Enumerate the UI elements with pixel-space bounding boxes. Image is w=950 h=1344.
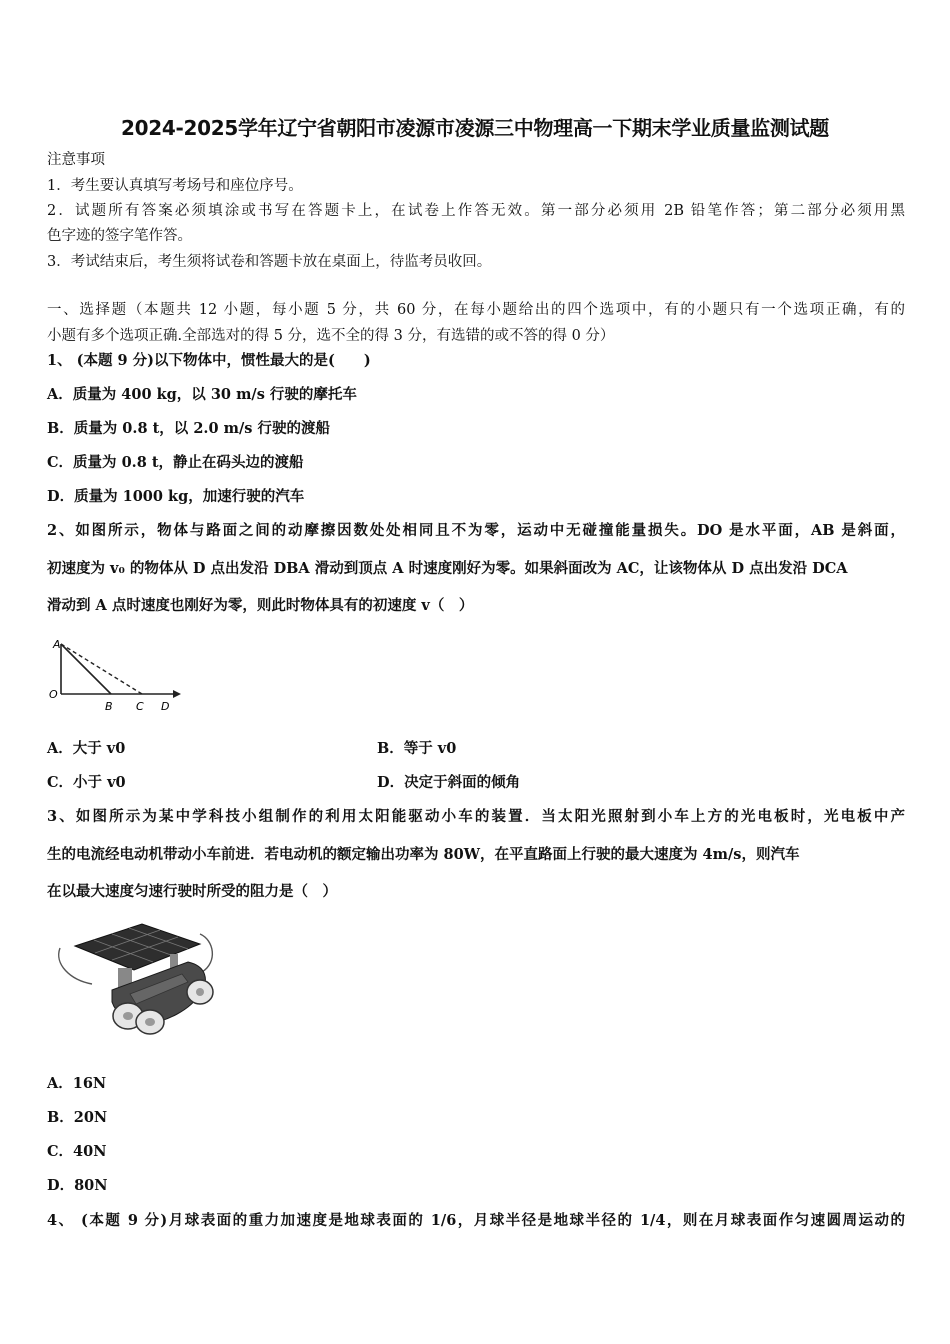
question-1-stem: 1、 (本题 9 分)以下物体中，惯性最大的是( ): [47, 352, 371, 369]
page-title: 2024-2025学年辽宁省朝阳市凌源市凌源三中物理高一下期末学业质量监测试题: [121, 116, 829, 140]
label-o: O: [49, 688, 58, 701]
question-4-stem: 4、 (本题 9 分)月球表面的重力加速度是地球表面的 1/6，月球半径是地球半径的 1/4，则在月球表面作匀速圆周运动的: [47, 1212, 905, 1229]
q2-option-d: D．决定于斜面的倾角: [377, 774, 521, 791]
incline-diagram: [45, 632, 185, 714]
question-2-stem: 2、如图所示，物体与路面之间的动摩擦因数处处相同且不为零，运动中无碰撞能量损失。DO 是水平面，AB 是斜面，: [47, 522, 905, 539]
label-d: D: [161, 700, 170, 713]
label-c: C: [136, 700, 144, 713]
q3-option-c: C．40N: [47, 1143, 107, 1160]
solar-car-picture: [50, 918, 225, 1040]
notice-heading: 注意事项: [47, 152, 105, 168]
notice-item: 色字迹的签字笔作答。: [47, 228, 192, 244]
notice-item: 2．试题所有答案必须填涂或书写在答题卡上，在试卷上作答无效。第一部分必须用 2B 铅笔作答；第二部分必须用黑: [47, 203, 905, 219]
section-instructions-cont: 小题有多个选项正确.全部选对的得 5 分，选不全的得 3 分，有选错的或不答的得 0 分）: [47, 328, 615, 344]
q3-option-a: A．16N: [47, 1075, 107, 1092]
q2-option-b: B．等于 v0: [377, 740, 457, 757]
question-3-stem: 3、如图所示为某中学科技小组制作的利用太阳能驱动小车的装置．当太阳光照射到小车上方的光电板时，光电板中产: [47, 808, 905, 825]
label-a: A: [53, 638, 61, 651]
q1-option-a: A．质量为 400 kg，以 30 m/s 行驶的摩托车: [47, 386, 357, 403]
question-3-stem-line2: 生的电流经电动机带动小车前进．若电动机的额定输出功率为 80W，在平直路面上行驶的最大速度为 4m/s，则汽车: [47, 846, 800, 863]
section-instructions: 一、选择题（本题共 12 小题，每小题 5 分，共 60 分，在每小题给出的四个选项中，有的小题只有一个选项正确，有的: [47, 302, 905, 318]
question-2-stem-line2: 初速度为 v₀ 的物体从 D 点出发沿 DBA 滑动到顶点 A 时速度刚好为零。如果斜面改为 AC，让该物体从 D 点出发沿 DCA: [47, 560, 848, 577]
notice-item: 1．考生要认真填写考场号和座位序号。: [47, 178, 303, 194]
q2-option-a: A．大于 v0: [47, 740, 126, 757]
q1-option-c: C．质量为 0.8 t，静止在码头边的渡船: [47, 454, 304, 471]
q1-option-d: D．质量为 1000 kg，加速行驶的汽车: [47, 488, 305, 505]
q2-option-c: C．小于 v0: [47, 774, 126, 791]
question-2-stem-line3: 滑动到 A 点时速度也刚好为零，则此时物体具有的初速度 v（ ）: [47, 597, 474, 614]
q3-option-b: B．20N: [47, 1109, 108, 1126]
notice-item: 3．考试结束后，考生须将试卷和答题卡放在桌面上，待监考员收回。: [47, 254, 492, 270]
q3-option-d: D．80N: [47, 1177, 108, 1194]
q1-option-b: B．质量为 0.8 t，以 2.0 m/s 行驶的渡船: [47, 420, 330, 437]
question-3-stem-line3: 在以最大速度匀速行驶时所受的阻力是（ ）: [47, 883, 337, 900]
label-b: B: [105, 700, 113, 713]
